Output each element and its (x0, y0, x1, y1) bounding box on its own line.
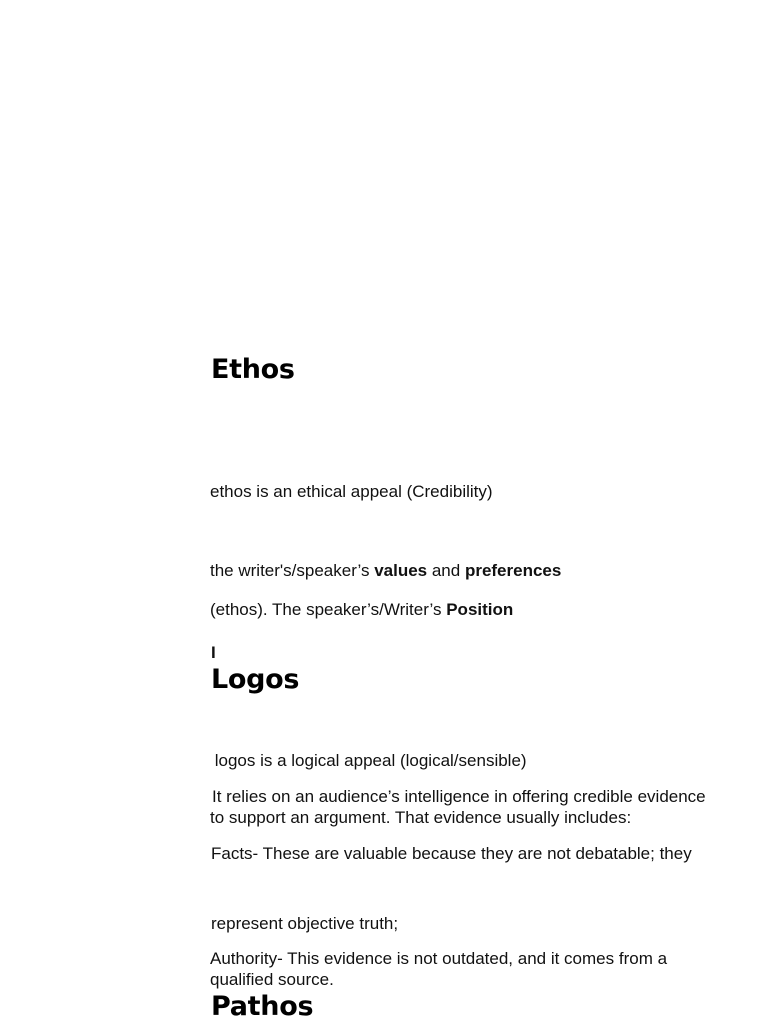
ethos-values-bold: values (374, 561, 428, 580)
pathos-heading: Pathos (211, 991, 314, 1022)
ethos-definition: ethos is an ethical appeal (Credibility) (210, 482, 493, 501)
ethos-position-bold: Position (446, 600, 514, 619)
logos-relies-paragraph: It relies on an audience’s intelligence in offering credible evidence to support an argument. That evidence usually includes: (210, 787, 706, 827)
stray-mark: I (211, 643, 216, 662)
logos-facts-paragraph: Facts- These are valuable because they are not debatable; they (211, 844, 692, 863)
logos-definition: logos is a logical appeal (logical/sensible) (210, 751, 527, 770)
ethos-position-text: (ethos). The speaker’s/Writer’s (210, 600, 447, 619)
ethos-position-line (210, 599, 513, 620)
logos-facts-continued: represent objective truth; (211, 914, 399, 933)
logos-heading: Logos (211, 664, 300, 695)
logos-authority-paragraph: Authority- This evidence is not outdated, and it comes from a qualified source. (210, 949, 668, 989)
ethos-values-line (210, 560, 561, 581)
ethos-and-text: and (427, 561, 465, 580)
ethos-heading: Ethos (211, 354, 295, 385)
ethos-preferences-bold: preferences (464, 561, 562, 580)
ethos-values-text: the writer's/speaker’s (210, 561, 375, 580)
